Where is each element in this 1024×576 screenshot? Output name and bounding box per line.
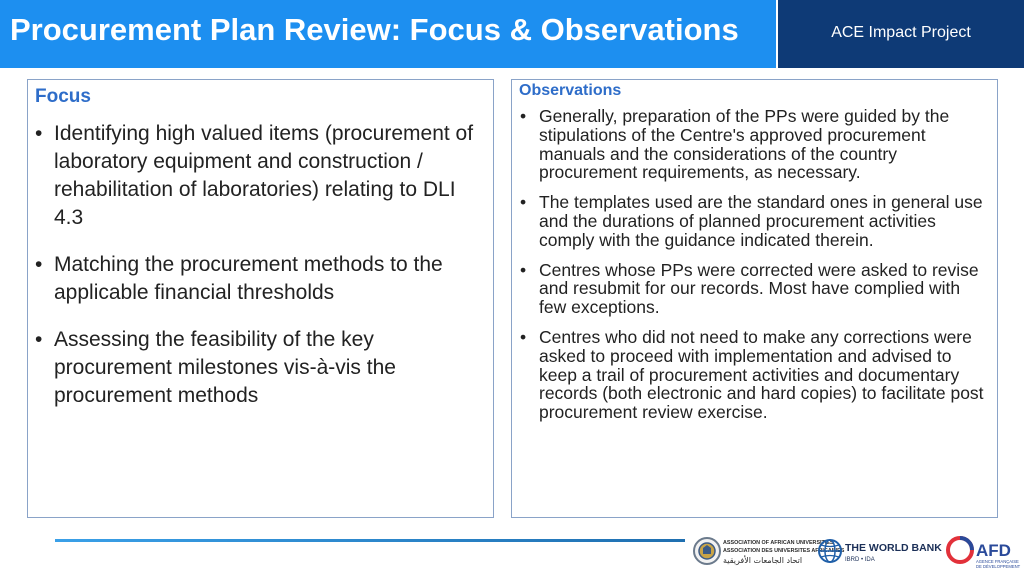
observation-item-text: The templates used are the standard ones in general use and the durations of planned procurement activities comply with the guidance indicated therein. <box>539 192 983 250</box>
observation-item <box>519 261 991 317</box>
bullet-icon: • <box>520 259 527 280</box>
title-bar <box>0 0 1024 68</box>
afd-logo <box>945 532 1021 572</box>
project-tag: ACE Impact Project <box>776 0 1024 68</box>
focus-item-text: Identifying high valued items (procurement of laboratory equipment and construction / rehabilitation of laboratories) relating to DLI 4.3 <box>54 122 474 229</box>
world-bank-sub: IBRD • IDA <box>845 557 875 563</box>
bullet-icon: • <box>35 328 43 351</box>
world-bank-name: THE WORLD BANK <box>845 542 942 554</box>
observation-item <box>519 328 991 422</box>
bullet-icon: • <box>520 326 527 347</box>
observation-item-text: Centres who did not need to make any corrections were asked to proceed with implementation and advised to keep a trail of procurement activities and documentary records (both electronic and hard copies) to facilitate post procurement review exercise. <box>539 326 984 423</box>
footer-divider <box>55 539 685 542</box>
afd-sub-line2: DE DÉVELOPPEMENT <box>976 564 1021 569</box>
observations-list <box>519 107 991 422</box>
observations-panel <box>511 79 998 518</box>
slide-title: Procurement Plan Review: Focus & Observations <box>10 12 739 47</box>
focus-panel <box>27 79 494 518</box>
observation-item-text: Generally, preparation of the PPs were guided by the stipulations of the Centre's approved procurement manuals and the considerations of the country procurement requirements, as necessary. <box>539 106 950 183</box>
observations-heading: Observations <box>519 82 622 99</box>
focus-item <box>35 251 487 307</box>
focus-heading: Focus <box>35 86 91 107</box>
aau-name-ar: اتحاد الجامعات الأفريقية <box>723 556 803 565</box>
afd-sub-line1: AGENCE FRANÇAISE <box>976 559 1019 564</box>
observation-item <box>519 107 991 182</box>
aau-name-en: ASSOCIATION OF AFRICAN UNIVERSITIES <box>723 540 834 546</box>
focus-item <box>35 326 487 410</box>
bullet-icon: • <box>520 192 527 213</box>
aau-name-fr: ASSOCIATION DES UNIVERSITES AFRICAINES <box>723 548 845 554</box>
world-bank-logo <box>818 536 942 566</box>
focus-item <box>35 120 487 232</box>
observation-item <box>519 193 991 249</box>
afd-name: AFD <box>976 541 1011 560</box>
focus-item-text: Assessing the feasibility of the key procurement milestones vis-à-vis the procurement methods <box>54 328 396 407</box>
bullet-icon: • <box>520 106 527 126</box>
focus-item-text: Matching the procurement methods to the applicable financial thresholds <box>54 253 443 304</box>
bullet-icon: • <box>35 253 43 276</box>
bullet-icon: • <box>35 122 43 145</box>
observation-item-text: Centres whose PPs were corrected were asked to revise and resubmit for our records. Most have complied with few exceptions. <box>539 259 979 318</box>
aau-logo <box>692 534 845 568</box>
focus-list <box>35 120 487 410</box>
